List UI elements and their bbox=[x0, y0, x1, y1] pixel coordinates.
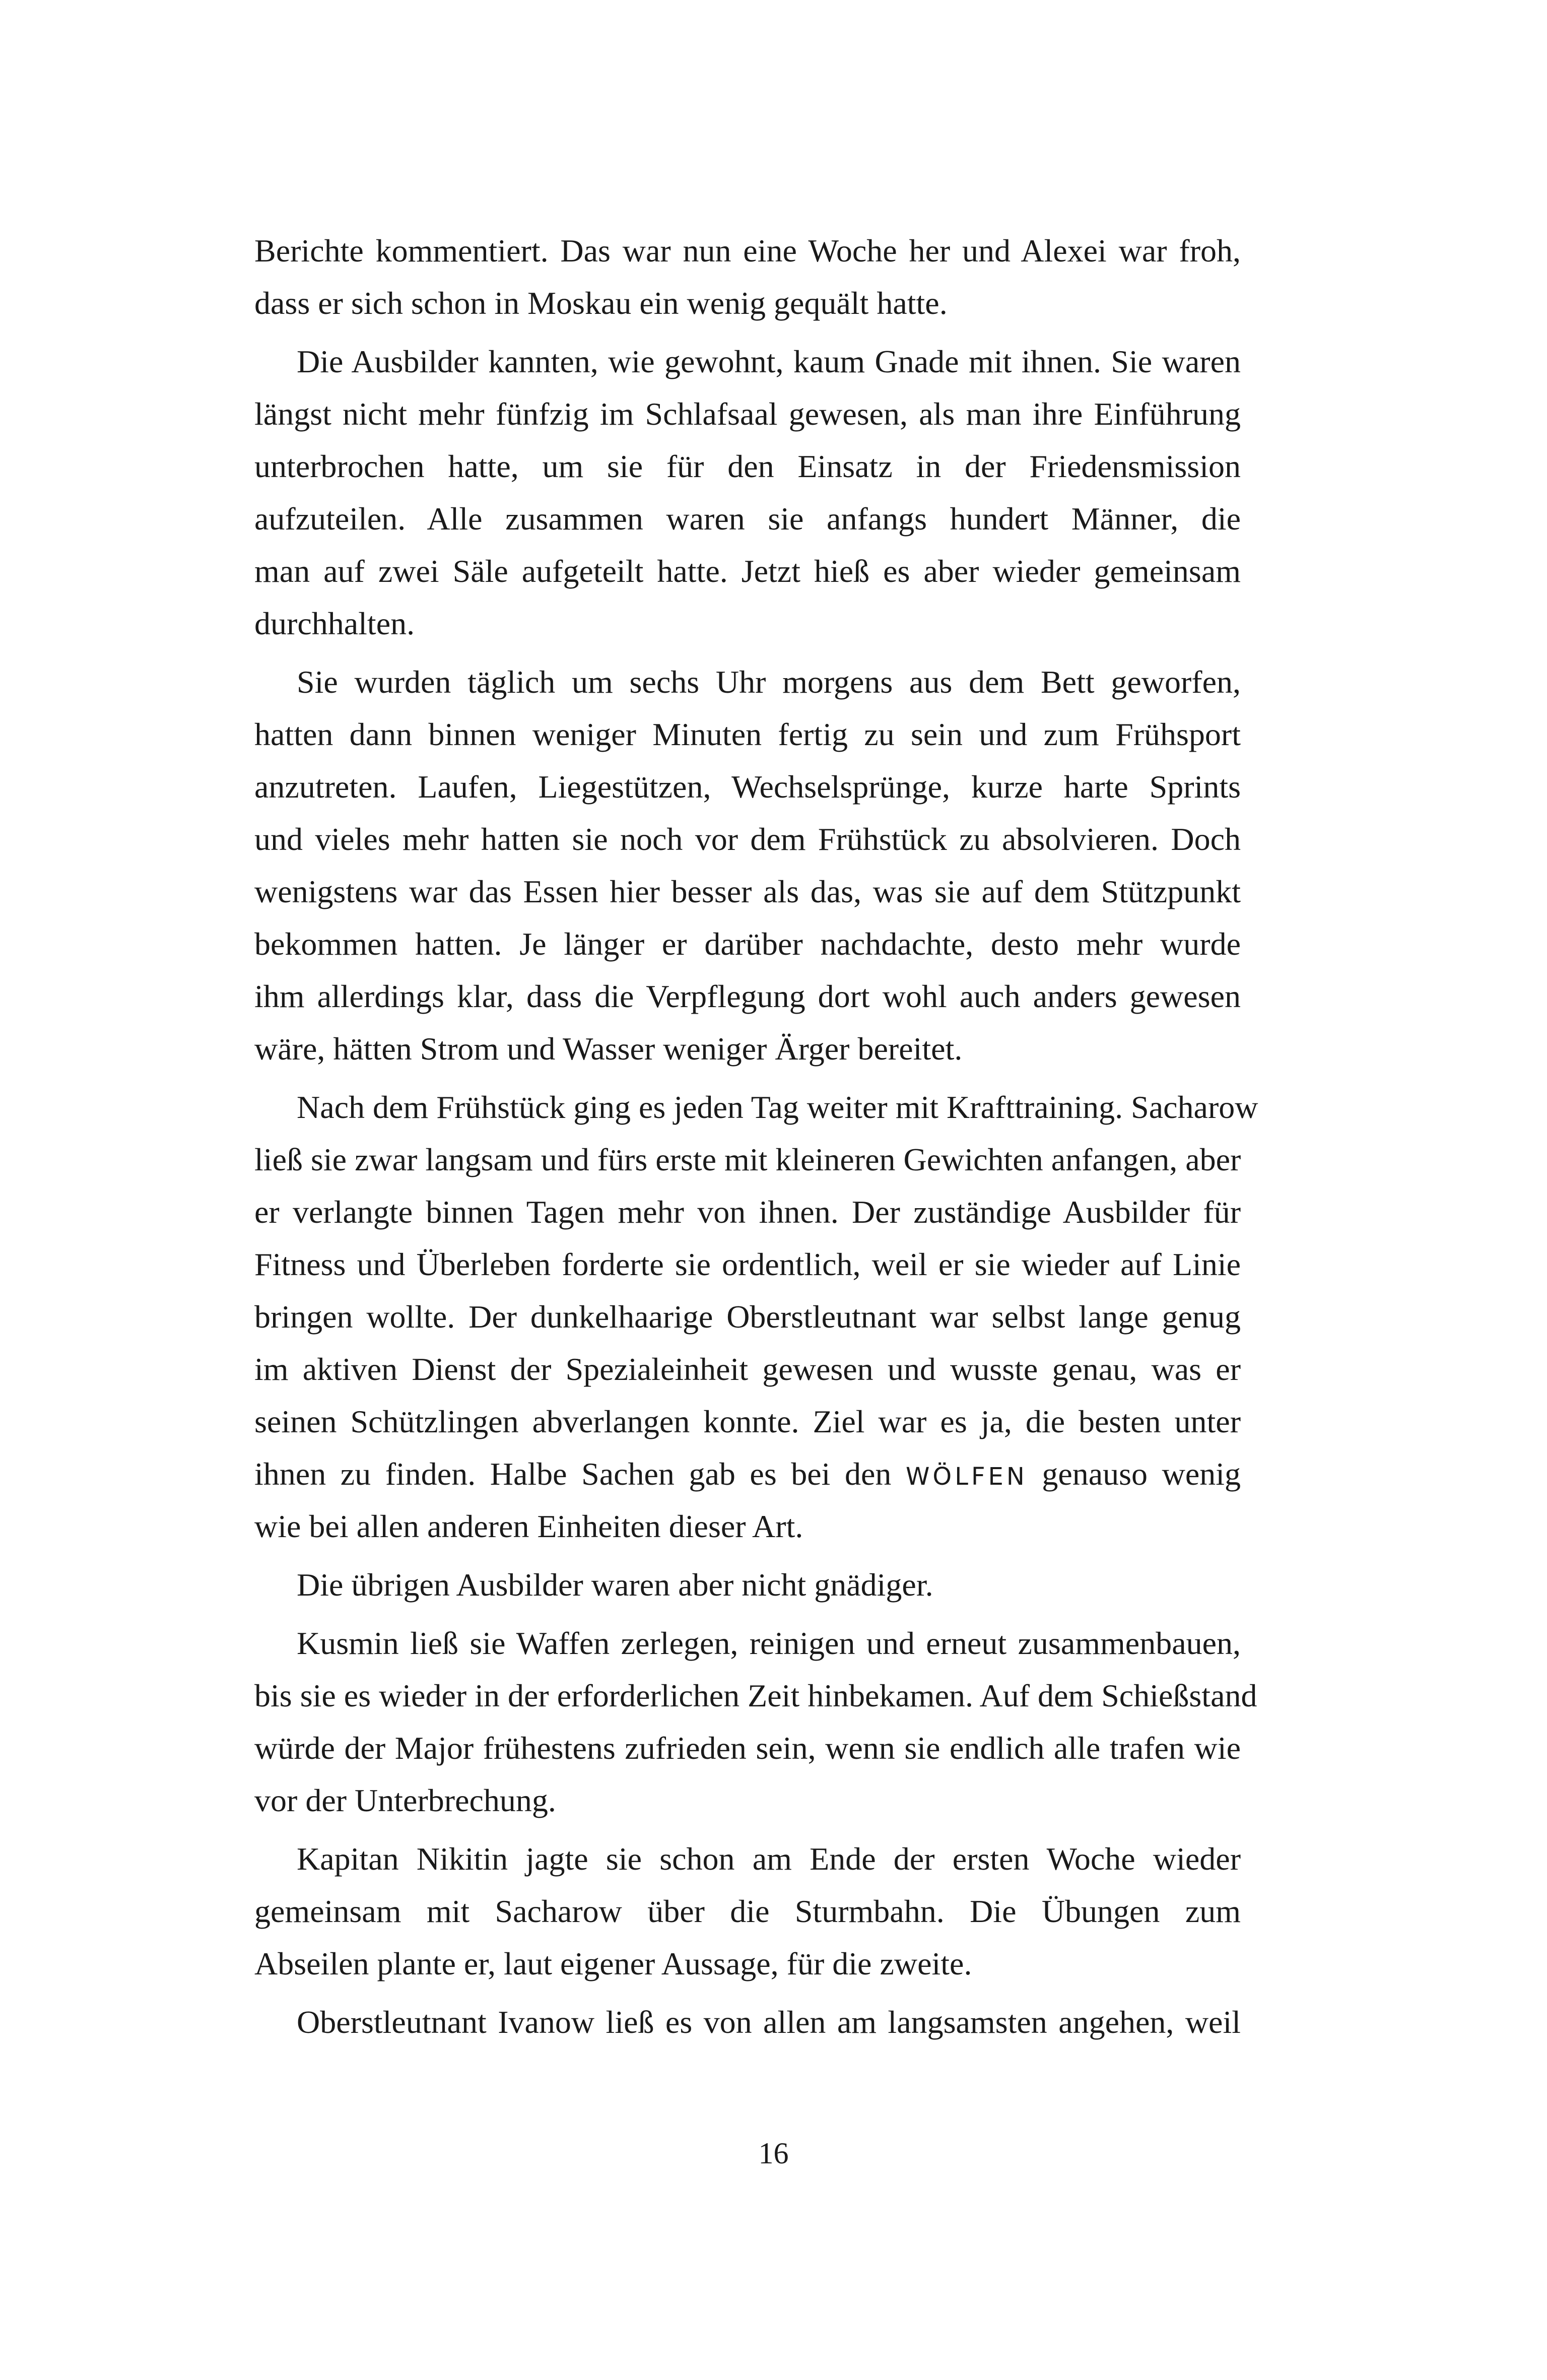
text-line: bringen wollte. Der dunkelhaarige Oberstleutnant war selbst lange genug bbox=[254, 1299, 1241, 1335]
text-line: im aktiven Dienst der Spezialeinheit gewesen und wusste genau, was er bbox=[254, 1351, 1241, 1387]
text-line: hatten dann binnen weniger Minuten fertig zu sein und zum Frühsport bbox=[254, 716, 1241, 752]
text-line: er verlangte binnen Tagen mehr von ihnen. Der zuständige Ausbilder für bbox=[254, 1194, 1241, 1230]
text-line: und vieles mehr hatten sie noch vor dem Frühstück zu absolvieren. Doch bbox=[254, 821, 1241, 857]
text-line: Sie wurden täglich um sechs Uhr morgens aus dem Bett geworfen, bbox=[297, 664, 1241, 700]
text-line: Nach dem Frühstück ging es jeden Tag weiter mit Krafttraining. Sacharow bbox=[297, 1089, 1258, 1125]
text-line: längst nicht mehr fünfzig im Schlafsaal gewesen, als man ihre Einführung bbox=[254, 396, 1241, 432]
text-line: ließ sie zwar langsam und fürs erste mit kleineren Gewichten anfangen, aber bbox=[254, 1142, 1241, 1177]
text-line: wie bei allen anderen Einheiten dieser Art. bbox=[254, 1508, 803, 1544]
text-line: wenigstens war das Essen hier besser als das, was sie auf dem Stützpunkt bbox=[254, 874, 1241, 909]
text-line: Kapitan Nikitin jagte sie schon am Ende der ersten Woche wieder bbox=[297, 1841, 1241, 1877]
text-line: man auf zwei Säle aufgeteilt hatte. Jetzt hieß es aber wieder gemeinsam bbox=[254, 553, 1241, 589]
text-line: Die Ausbilder kannten, wie gewohnt, kaum Gnade mit ihnen. Sie waren bbox=[297, 344, 1241, 379]
text-line: dass er sich schon in Moskau ein wenig gequält hatte. bbox=[254, 285, 948, 321]
unit-name-smallcaps: WÖLFEN bbox=[905, 1463, 1028, 1491]
text-line: Oberstleutnant Ivanow ließ es von allen am langsamsten angehen, weil bbox=[297, 2004, 1241, 2040]
text-line: aufzuteilen. Alle zusammen waren sie anfangs hundert Männer, die bbox=[254, 501, 1241, 537]
text-line: wäre, hätten Strom und Wasser weniger Ärger bereitet. bbox=[254, 1031, 963, 1067]
text-line: bis sie es wieder in der erforderlichen Zeit hinbekamen. Auf dem Schießstand bbox=[254, 1678, 1257, 1713]
text-line: ihm allerdings klar, dass die Verpflegung dort wohl auch anders gewesen bbox=[254, 978, 1241, 1014]
text-line: Berichte kommentiert. Das war nun eine Woche her und Alexei war froh, bbox=[254, 233, 1241, 269]
text-line: würde der Major frühestens zufrieden sein, wenn sie endlich alle trafen wie bbox=[254, 1730, 1241, 1766]
body-text bbox=[254, 225, 1258, 2048]
text-line: Kusmin ließ sie Waffen zerlegen, reinigen und erneut zusammenbauen, bbox=[297, 1625, 1241, 1661]
text-line: anzutreten. Laufen, Liegestützen, Wechselsprünge, kurze harte Sprints bbox=[254, 769, 1241, 805]
text-line: unterbrochen hatte, um sie für den Einsatz in der Friedensmission bbox=[254, 448, 1241, 484]
text-line-wolfen bbox=[254, 1448, 1241, 1500]
text-line: Die übrigen Ausbilder waren aber nicht gnädiger. bbox=[297, 1567, 933, 1603]
text-line: gemeinsam mit Sacharow über die Sturmbahn. Die Übungen zum bbox=[254, 1893, 1241, 1929]
text-line: vor der Unterbrechung. bbox=[254, 1782, 556, 1818]
text-line: bekommen hatten. Je länger er darüber nachdachte, desto mehr wurde bbox=[254, 926, 1241, 962]
text-line: durchhalten. bbox=[254, 606, 415, 641]
text-segment: genauso wenig bbox=[1027, 1456, 1241, 1492]
text-segment: ihnen zu finden. Halbe Sachen gab es bei den bbox=[254, 1456, 906, 1492]
text-line: Fitness und Überleben forderte sie ordentlich, weil er sie wieder auf Linie bbox=[254, 1246, 1241, 1282]
text-line: seinen Schützlingen abverlangen konnte. Ziel war es ja, die besten unter bbox=[254, 1404, 1241, 1439]
text-line: Abseilen plante er, laut eigener Aussage, für die zweite. bbox=[254, 1946, 972, 1981]
page-number: 16 bbox=[758, 2137, 789, 2170]
